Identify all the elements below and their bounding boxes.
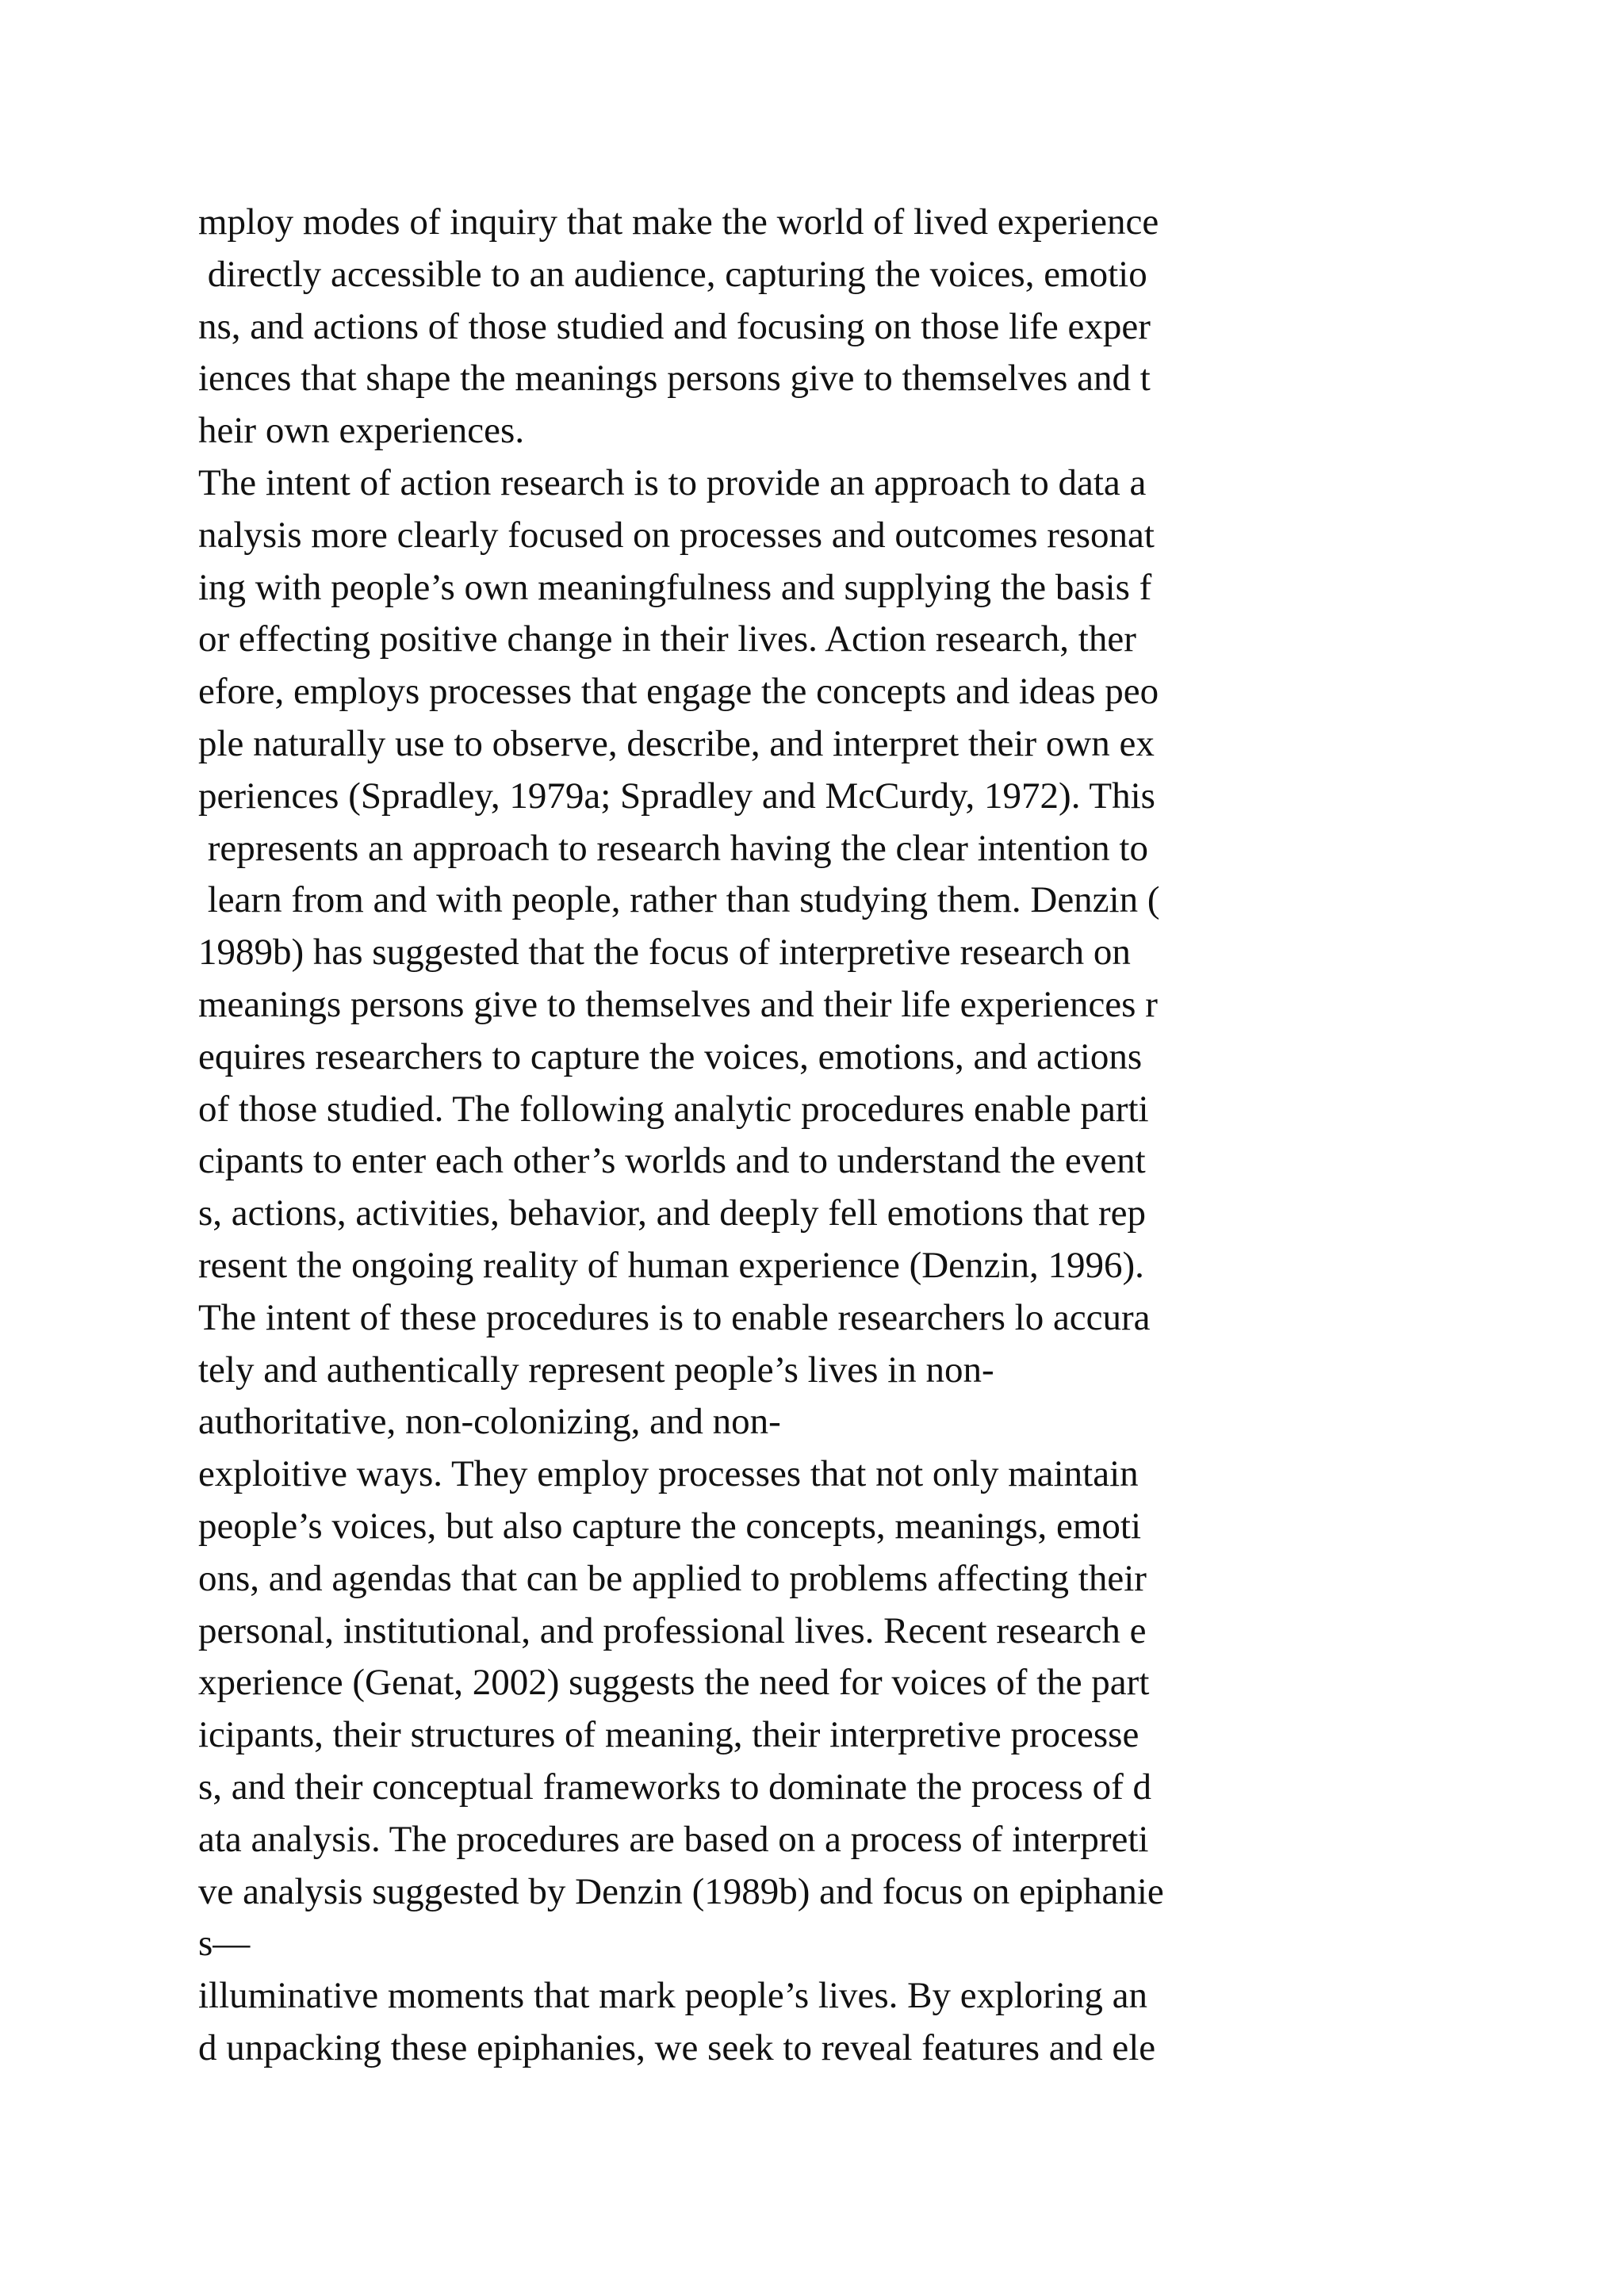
text-line: people’s voices, but also capture the concepts, meanings, emoti: [198, 1505, 1142, 1547]
text-line: heir own experiences.: [198, 410, 525, 452]
text-line: personal, institutional, and professional lives. Recent research e: [198, 1609, 1147, 1651]
text-line: s, and their conceptual frameworks to dominate the process of d: [198, 1766, 1152, 1808]
text-line: periences (Spradley, 1979a; Spradley and McCurdy, 1972). This: [198, 775, 1155, 817]
text-line: illuminative moments that mark people’s lives. By exploring an: [198, 1975, 1147, 2017]
text-line: ve analysis suggested by Denzin (1989b) and focus on epiphanie: [198, 1870, 1164, 1912]
text-line: ata analysis. The procedures are based on a process of interpreti: [198, 1818, 1149, 1860]
text-line: directly accessible to an audience, capturing the voices, emotio: [198, 253, 1147, 295]
text-line: resent the ongoing reality of human experience (Denzin, 1996).: [198, 1244, 1144, 1286]
text-line: authoritative, non-colonizing, and non-: [198, 1401, 781, 1443]
text-line: nalysis more clearly focused on processes and outcomes resonat: [198, 514, 1155, 556]
text-line: efore, employs processes that engage the concepts and ideas peo: [198, 671, 1159, 713]
text-line: ns, and actions of those studied and focusing on those life exper: [198, 305, 1151, 347]
text-line: icipants, their structures of meaning, their interpretive processe: [198, 1714, 1139, 1756]
text-line: tely and authentically represent people’s lives in non-: [198, 1349, 994, 1391]
text-line: or effecting positive change in their lives. Action research, ther: [198, 618, 1136, 660]
text-line: equires researchers to capture the voices, emotions, and actions: [198, 1035, 1143, 1077]
text-line: cipants to enter each other’s worlds and to understand the event: [198, 1140, 1146, 1182]
text-line: xperience (Genat, 2002) suggests the need for voices of the part: [198, 1662, 1150, 1704]
text-line: meanings persons give to themselves and their life experiences r: [198, 983, 1158, 1025]
text-line: learn from and with people, rather than studying them. Denzin (: [198, 879, 1160, 921]
text-line: of those studied. The following analytic procedures enable parti: [198, 1088, 1149, 1130]
text-line: ple naturally use to observe, describe, and interpret their own ex: [198, 722, 1155, 764]
text-line: The intent of these procedures is to enable researchers lo accura: [198, 1296, 1151, 1338]
text-line: d unpacking these epiphanies, we seek to reveal features and ele: [198, 2026, 1156, 2068]
text-line: mploy modes of inquiry that make the world of lived experience: [198, 201, 1159, 243]
text-line: s, actions, activities, behavior, and deeply fell emotions that rep: [198, 1192, 1146, 1234]
body-text: [198, 197, 1443, 2075]
text-line: 1989b) has suggested that the focus of interpretive research on: [198, 932, 1131, 974]
text-line: The intent of action research is to provide an approach to data a: [198, 461, 1147, 503]
text-line: s—: [198, 1923, 251, 1965]
text-line: represents an approach to research having the clear intention to: [198, 827, 1148, 869]
text-line: exploitive ways. They employ processes that not only maintain: [198, 1453, 1139, 1495]
text-line: iences that shape the meanings persons give to themselves and t: [198, 358, 1151, 400]
text-line: ons, and agendas that can be applied to problems affecting their: [198, 1557, 1147, 1599]
text-line: ing with people’s own meaningfulness and supplying the basis f: [198, 566, 1152, 608]
